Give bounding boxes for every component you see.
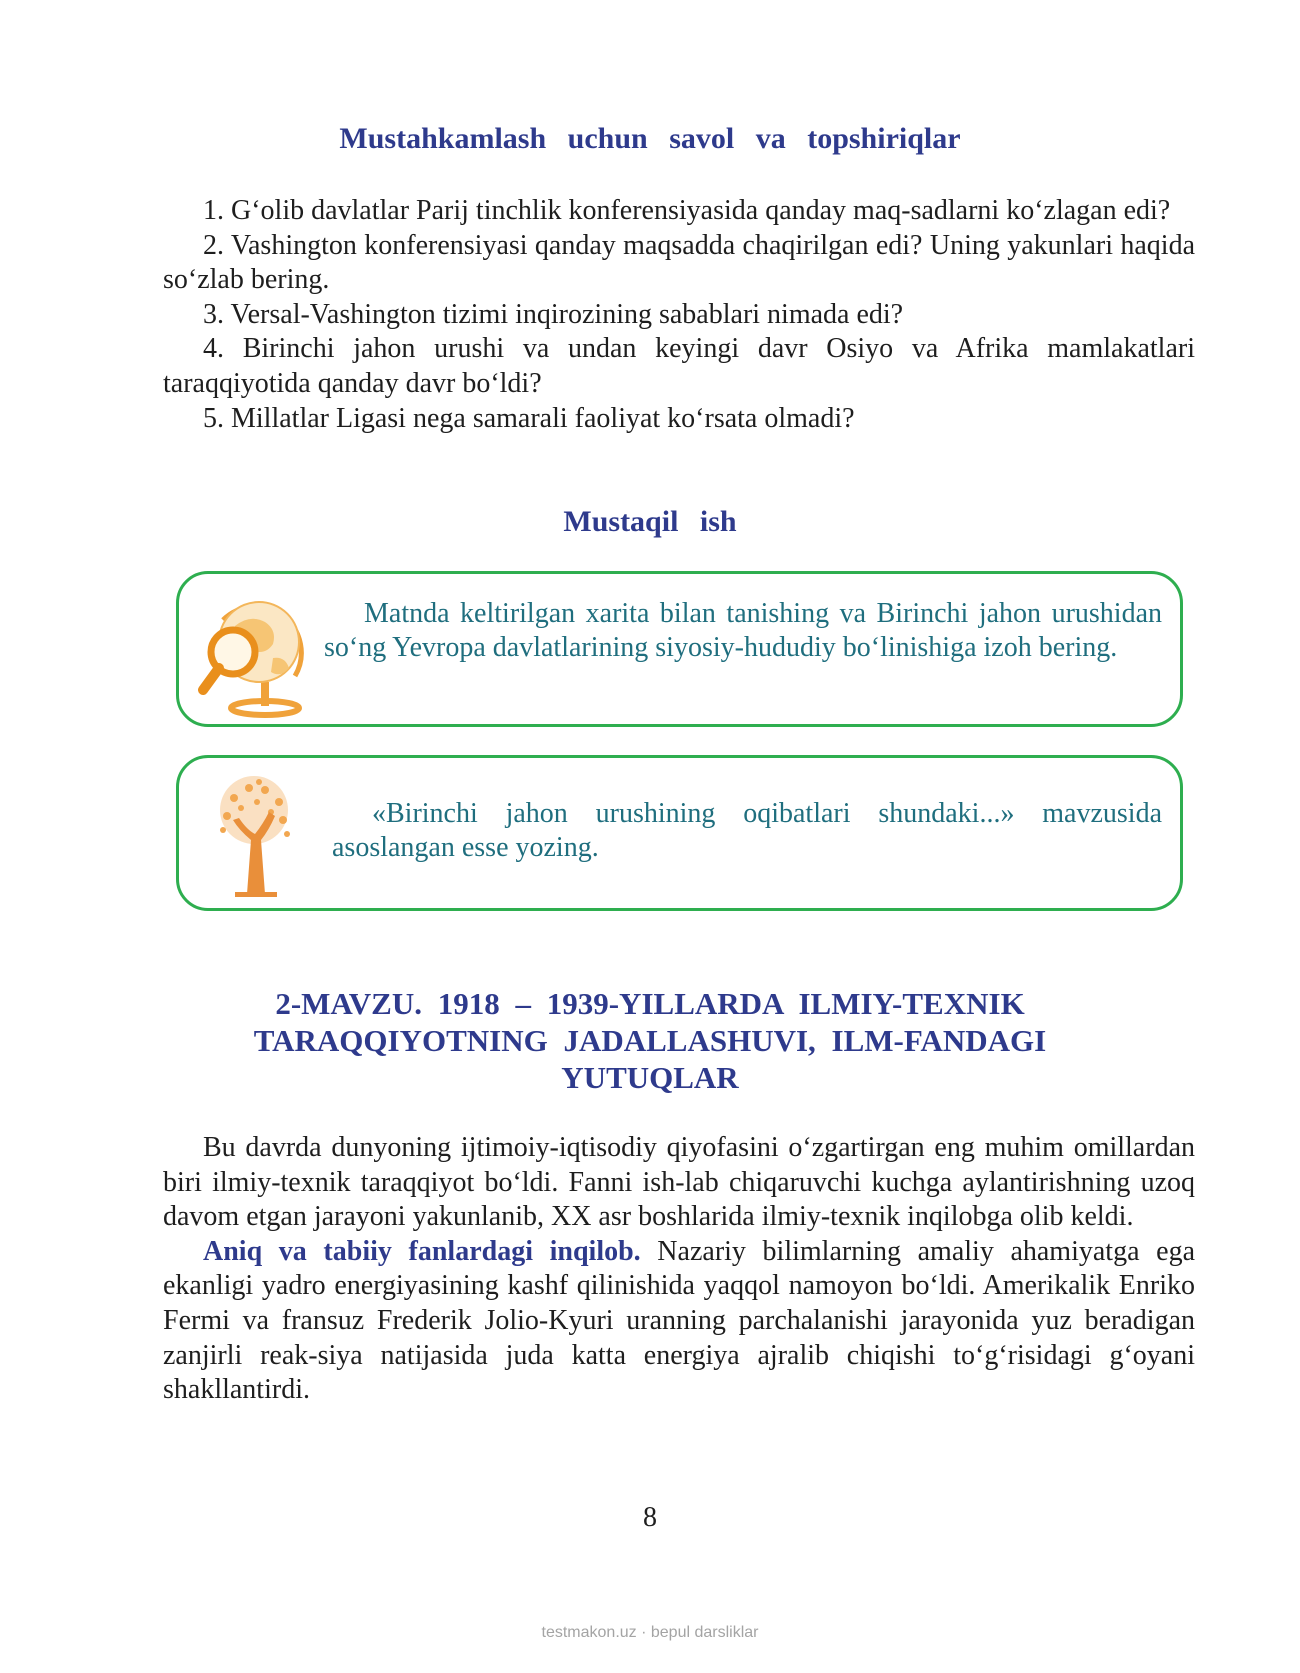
question-list: [163, 194, 1195, 436]
task-text-map: Matnda keltirilgan xarita bilan tanishing va Birinchi jahon urushidan so‘ng Yevropa davlatlarining siyosiy-hududiy bo‘linishiga izoh bering.: [324, 598, 1162, 663]
inline-heading: Aniq va tabiiy fanlardagi inqilob.: [203, 1235, 641, 1267]
globe-magnifier-icon: [195, 586, 305, 718]
question-item: 4. Birinchi jahon urushi va undan keyingi davr Osiyo va Afrika mamlakatlari taraqqiyotida qanday davr bo‘ldi?: [163, 333, 1195, 399]
question-item: 5. Millatlar Ligasi nega samarali faoliyat ko‘rsata olmadi?: [203, 402, 855, 434]
paragraph-text: Nazariy bilimlarning amaliy ahamiyatga ega ekanligi yadro energiyasining kashf qilinishida yaqqol namoyon bo‘ldi. Amerikalik Enriko Fermi va fransuz Frederik Jolio-Kyuri uranning parchalanishi jarayonida yuz beradigan zanjirli reak-siya natijasida juda katta energiya ajralib chiqishi to‘g‘risidagi g‘oyani shakllantirdi.: [163, 1235, 1195, 1406]
topic-title-line: 2-MAVZU. 1918 – 1939-YILLARDA ILMIY-TEXNIK: [275, 986, 1025, 1021]
body-text: [163, 1131, 1195, 1408]
independent-work-heading: Mustaqil ish: [563, 505, 737, 538]
question-item: 1. G‘olib davlatlar Parij tinchlik konferensiyasida qanday maq-sadlarni ko‘zlagan edi?: [203, 195, 1171, 226]
paragraph: Bu davrda dunyoning ijtimoiy-iqtisodiy qiyofasini o‘zgartirgan eng muhim omillardan biri ilmiy-texnik taraqqiyot bo‘ldi. Fanni ish-lab chiqaruvchi kuchga aylantirishning uzoq davom etgan jarayoni yakunlanib, XX asr boshlarida ilmiy-texnik inqilobga olib keldi.: [163, 1132, 1195, 1233]
task-text-essay: «Birinchi jahon urushining oqibatlari shundaki...» mavzusida asoslangan esse yozing.: [332, 798, 1162, 863]
question-item: 3. Versal-Vashington tizimi inqirozining sabablari nimada edi?: [203, 298, 904, 330]
page-number: 8: [643, 1502, 657, 1533]
topic-title: [0, 985, 1300, 1096]
paragraph: [163, 1235, 1195, 1408]
topic-title-line: TARAQQIYOTNING JADALLASHUVI, ILM-FANDAGI: [253, 1023, 1047, 1058]
question-item: 2. Vashington konferensiyasi qanday maqsadda chaqirilgan edi? Uning yakunlari haqida so‘zlab bering.: [163, 229, 1195, 296]
section-heading: Mustahkamlash uchun savol va topshiriqlar: [339, 122, 961, 155]
task-box-map: [176, 571, 1183, 727]
task-box-essay: [176, 755, 1183, 911]
footer-watermark: testmakon.uz · bepul darsliklar: [541, 1624, 759, 1641]
tree-hand-icon: [199, 770, 309, 900]
topic-title-line: YUTUQLAR: [561, 1060, 739, 1095]
